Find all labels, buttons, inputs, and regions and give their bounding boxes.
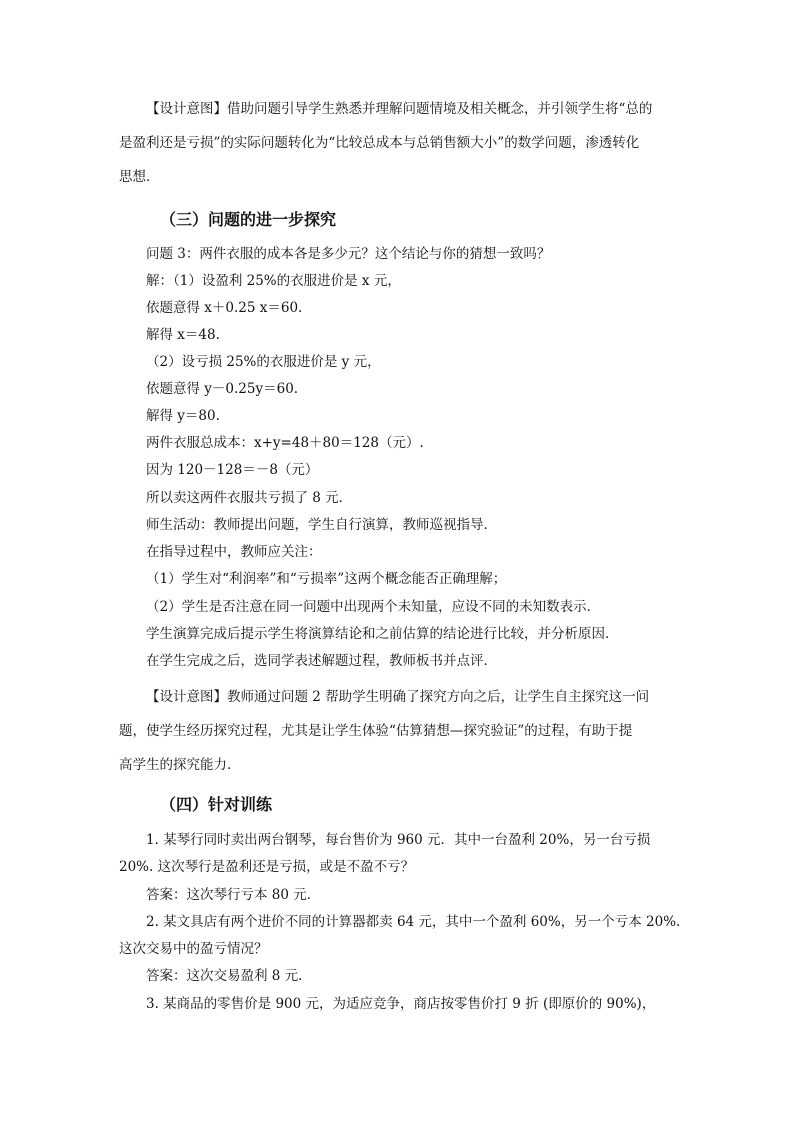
solution-step-2: （2）设亏损 25%的衣服进价是 y 元， (146, 354, 381, 370)
answer-1: 解得 x＝48. (146, 327, 220, 343)
teacher-activity: 师生活动：教师提出问题，学生自行演算，教师巡视指导． (146, 517, 497, 533)
total-cost: 两件衣服总成本：x+y=48＋80＝128（元）. (146, 435, 424, 451)
exercise-1-answer: 答案：这次琴行亏本 80 元． (146, 887, 321, 903)
section-3-heading: （三）问题的进一步探究 (160, 210, 337, 229)
design-intent-1-line-3: 思想． (119, 169, 160, 185)
exercise-2-answer: 答案：这次交易盈利 8 元. (146, 968, 303, 984)
exercise-1-line-1: 1. 某琴行同时卖出两台钢琴，每台售价为 960 元．其中一台盈利 20%，另一台亏损 (146, 832, 651, 848)
conclusion-line: 所以卖这两件衣服共亏损了 8 元． (146, 490, 353, 506)
guidance-focus: 在指导过程中，教师应关注： (146, 544, 322, 560)
guidance-focus-1: （1）学生对“利润率”和“亏损率”这两个概念能否正确理解； (146, 571, 507, 587)
after-calculation-1: 学生演算完成后提示学生将演算结论和之前估算的结论进行比较，并分析原因． (146, 626, 619, 642)
because-line: 因为 120－128＝－8（元） (146, 462, 319, 478)
equation-1: 依题意得 x＋0.25 x＝60. (146, 300, 303, 316)
exercise-3-line-1: 3. 某商品的零售价是 900 元，为适应竞争，商店按零售价打 9 折 (即原价的 90%)， (146, 996, 656, 1012)
after-calculation-2: 在学生完成之后，选同学表述解题过程，教师板书并点评． (146, 653, 497, 669)
design-intent-1-line-2: 是盈利还是亏损”的实际问题转化为“比较总成本与总销售额大小”的数学问题，渗透转化 (119, 135, 640, 151)
exercise-1-line-2: 20%. 这次琴行是盈利还是亏损，或是不盈不亏？ (119, 859, 415, 875)
design-intent-paragraph-2 (119, 680, 679, 782)
equation-2: 依题意得 y－0.25y＝60. (146, 381, 299, 397)
section-4-heading: （四）针对训练 (160, 795, 273, 814)
exercise-2-line-2: 这次交易中的盈亏情况？ (119, 941, 268, 957)
design-intent-paragraph-1 (119, 92, 679, 194)
solution-step-1: 解：（1）设盈利 25%的衣服进价是 x 元， (146, 273, 401, 289)
answer-2: 解得 y＝80. (146, 408, 220, 424)
design-intent-2-line-2: 题，使学生经历探究过程，尤其是让学生体验“估算猜想—探究验证”的过程，有助于提 (119, 723, 633, 739)
exercise-2-line-1: 2. 某文具店有两个进价不同的计算器都卖 64 元，其中一个盈利 60%，另一个亏本 20%. (146, 914, 681, 930)
problem-3-question: 问题 3：两件衣服的成本各是多少元？这个结论与你的猜想一致吗？ (146, 246, 551, 262)
design-intent-2-line-1: 【设计意图】教师通过问题 2 帮助学生明确了探究方向之后，让学生自主探究这一问 (146, 689, 650, 705)
design-intent-1-line-1: 【设计意图】借助问题引导学生熟悉并理解问题情境及相关概念，并引领学生将“总的 (146, 101, 653, 117)
guidance-focus-2: （2）学生是否注意在同一问题中出现两个未知量，应设不同的未知数表示． (146, 599, 601, 615)
design-intent-2-line-3: 高学生的探究能力． (119, 757, 241, 773)
